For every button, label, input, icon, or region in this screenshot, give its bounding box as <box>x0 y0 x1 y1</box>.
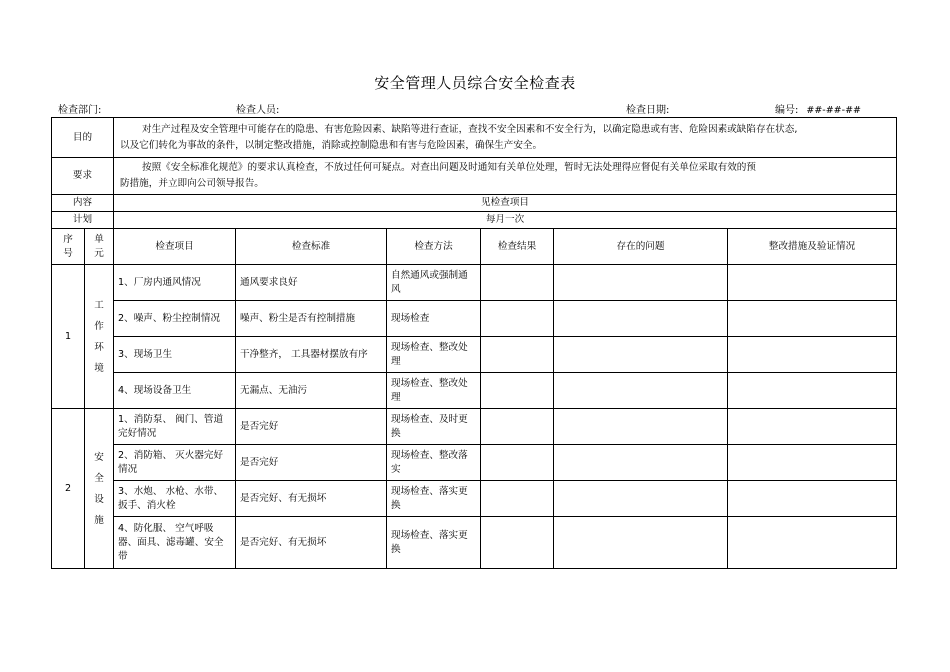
group-1-unit-char: 作 <box>94 320 104 332</box>
header-problem: 存在的问题 <box>554 229 728 265</box>
group-2-unit-char: 安 <box>94 451 104 463</box>
problem-cell[interactable] <box>554 517 728 569</box>
requirement-label: 要求 <box>52 158 114 195</box>
check-item: 4、防化服、 空气呼吸器、面具、滤毒罐、安全带 <box>114 517 236 569</box>
content-row <box>52 195 897 212</box>
header-standard: 检查标准 <box>236 229 387 265</box>
date-label: 检查日期: <box>626 105 670 116</box>
group-1-unit-char: 环 <box>94 341 104 353</box>
requirement-row <box>52 158 897 195</box>
check-standard: 噪声、粉尘是否有控制措施 <box>236 301 387 337</box>
measure-cell[interactable] <box>728 481 897 517</box>
check-item: 4、现场设备卫生 <box>114 373 236 409</box>
measure-cell[interactable] <box>728 337 897 373</box>
number-label: 编号: <box>775 105 799 116</box>
check-method: 自然通风或强制通风 <box>387 265 481 301</box>
group-1-unit-char: 工 <box>94 299 104 311</box>
header-seq-1: 序 <box>63 233 73 245</box>
check-standard: 无漏点、无油污 <box>236 373 387 409</box>
group-1-unit-char: 境 <box>94 362 104 374</box>
measure-cell[interactable] <box>728 445 897 481</box>
check-standard: 是否完好 <box>236 445 387 481</box>
header-seq-2: 号 <box>63 247 73 259</box>
check-result-cell[interactable] <box>481 373 554 409</box>
check-item: 3、现场卫生 <box>114 337 236 373</box>
check-standard: 干净整齐， 工具器材摆放有序 <box>236 337 387 373</box>
problem-cell[interactable] <box>554 445 728 481</box>
purpose-label: 目的 <box>52 118 114 158</box>
group-1-seq: 1 <box>52 265 85 409</box>
measure-cell[interactable] <box>728 517 897 569</box>
check-standard: 是否完好 <box>236 409 387 445</box>
check-item: 1、消防泵、 阀门、管道完好情况 <box>114 409 236 445</box>
group-2-seq: 2 <box>52 409 85 569</box>
requirement-text <box>114 158 897 195</box>
inspection-table <box>51 117 897 569</box>
table-row <box>52 517 897 569</box>
problem-cell[interactable] <box>554 337 728 373</box>
plan-value: 每月一次 <box>114 212 897 229</box>
purpose-line-1: 对生产过程及安全管理中可能存在的隐患、有害危险因素、缺陷等进行查证，查找不安全因素和不安全行为，以确定隐患或有害、危险因素或缺陷存在状态, <box>142 123 798 135</box>
check-result-cell[interactable] <box>481 517 554 569</box>
group-2-unit <box>85 409 114 569</box>
check-item: 3、水炮、 水枪、水带、扳手、消火栓 <box>114 481 236 517</box>
header-unit-2: 元 <box>94 247 104 259</box>
table-row <box>52 337 897 373</box>
column-header-row <box>52 229 897 265</box>
check-method: 现场检查、落实更换 <box>387 481 481 517</box>
header-result: 检查结果 <box>481 229 554 265</box>
check-result-cell[interactable] <box>481 301 554 337</box>
check-result-cell[interactable] <box>481 481 554 517</box>
header-seq <box>52 229 85 265</box>
measure-cell[interactable] <box>728 409 897 445</box>
check-method: 现场检查、及时更换 <box>387 409 481 445</box>
check-result-cell[interactable] <box>481 265 554 301</box>
check-item: 2、消防箱、 灭火器完好情况 <box>114 445 236 481</box>
header-method: 检查方法 <box>387 229 481 265</box>
content-label: 内容 <box>52 195 114 212</box>
problem-cell[interactable] <box>554 481 728 517</box>
check-item: 1、厂房内通风情况 <box>114 265 236 301</box>
form-number <box>775 101 861 116</box>
problem-cell[interactable] <box>554 409 728 445</box>
problem-cell[interactable] <box>554 265 728 301</box>
header-item: 检查项目 <box>114 229 236 265</box>
table-row <box>52 373 897 409</box>
form-title: 安全管理人员综合安全检查表 <box>374 74 576 92</box>
measure-cell[interactable] <box>728 301 897 337</box>
group-2-unit-char: 全 <box>94 472 104 484</box>
check-method: 现场检查、整改落实 <box>387 445 481 481</box>
table-row <box>52 409 897 445</box>
check-standard: 是否完好、有无损坏 <box>236 481 387 517</box>
inspector-label: 检查人员: <box>236 105 280 116</box>
check-result-cell[interactable] <box>481 445 554 481</box>
requirement-line-1: 按照《安全标准化规范》的要求认真检查，不放过任何可疑点。对查出问题及时通知有关单位处理，暂时无法处理得应督促有关单位采取有效的预 <box>142 162 756 173</box>
check-method: 现场检查 <box>387 301 481 337</box>
table-row <box>52 301 897 337</box>
header-unit-1: 单 <box>94 233 104 245</box>
table-row <box>52 265 897 301</box>
measure-cell[interactable] <box>728 373 897 409</box>
problem-cell[interactable] <box>554 373 728 409</box>
table-row <box>52 481 897 517</box>
header-measure: 整改措施及验证情况 <box>728 229 897 265</box>
group-2-unit-char: 设 <box>94 493 104 505</box>
header-unit <box>85 229 114 265</box>
group-2-unit-char: 施 <box>94 514 104 526</box>
requirement-line-2: 防措施，并立即向公司领导报告。 <box>120 178 264 189</box>
check-result-cell[interactable] <box>481 409 554 445</box>
table-row <box>52 445 897 481</box>
department-label: 检查部门: <box>58 105 102 116</box>
content-value: 见检查项目 <box>114 195 897 212</box>
plan-label: 计划 <box>52 212 114 229</box>
check-standard: 通风要求良好 <box>236 265 387 301</box>
check-method: 现场检查、落实更换 <box>387 517 481 569</box>
plan-row <box>52 212 897 229</box>
check-result-cell[interactable] <box>481 337 554 373</box>
purpose-line-2: 以及它们转化为事故的条件，以制定整改措施，消除或控制隐患和有害与危险因素，确保生产安全。 <box>120 139 543 151</box>
check-method: 现场检查、整改处理 <box>387 337 481 373</box>
purpose-row <box>52 118 897 158</box>
number-value: ##-##-## <box>806 105 861 116</box>
group-1-unit <box>85 265 114 409</box>
problem-cell[interactable] <box>554 301 728 337</box>
check-method: 现场检查、整改处理 <box>387 373 481 409</box>
check-item: 2、噪声、粉尘控制情况 <box>114 301 236 337</box>
purpose-text <box>114 118 897 158</box>
measure-cell[interactable] <box>728 265 897 301</box>
check-standard: 是否完好、有无损坏 <box>236 517 387 569</box>
